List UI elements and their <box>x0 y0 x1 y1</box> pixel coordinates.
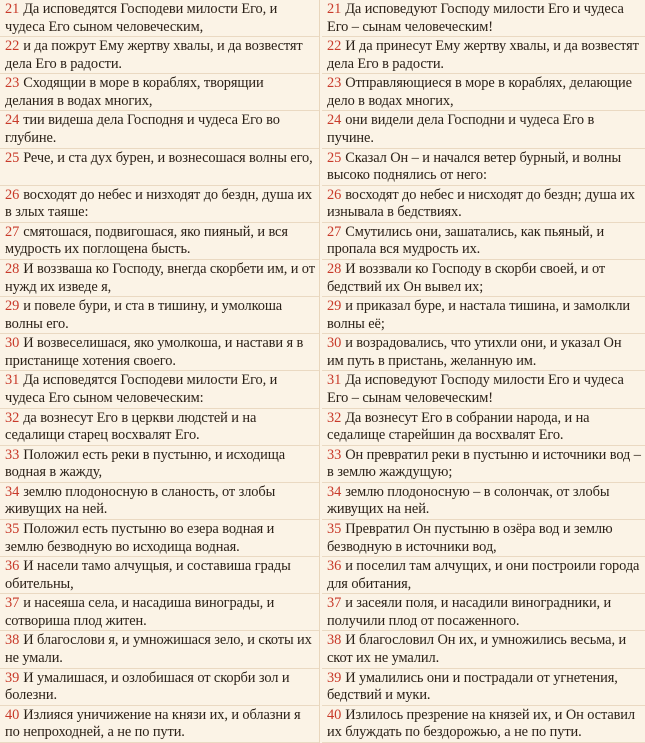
verse-row <box>0 594 319 631</box>
verse-text: Да исповедуют Господу милости Его и чудеса Его – сынам человеческим! <box>327 372 624 406</box>
verse-row <box>0 111 319 148</box>
verse-number: 31 <box>5 372 20 389</box>
verse-text: Излилось презрение на князей их, и Он оставил их блуждать по бездорожью, а не по пути. <box>327 706 635 741</box>
verse-text: И возвеселишася, яко умолкоша, и настави я в пристанище хотения своего. <box>5 335 304 369</box>
verse-row <box>322 706 645 743</box>
verse-row <box>322 149 645 186</box>
verse-row <box>322 409 645 446</box>
verse-number: 24 <box>327 112 342 129</box>
verse-number: 34 <box>327 483 342 500</box>
verse-row <box>0 37 319 74</box>
verse-text: восходят до небес и низходят до бездн, душа их в злых таяше: <box>5 186 312 221</box>
russian-column <box>322 0 645 743</box>
verse-number: 39 <box>327 669 342 686</box>
verse-text: И воззваша ко Господу, внегда скорбети им, и от нужд их изведе я, <box>5 261 315 295</box>
verse-row <box>0 260 319 297</box>
verse-number: 40 <box>5 706 20 723</box>
verse-number: 27 <box>327 223 342 240</box>
verse-text: Положил есть пустыню во езера водная и землю безводную во исходища водная. <box>5 521 275 555</box>
verse-row <box>0 557 319 594</box>
verse-number: 25 <box>327 149 342 166</box>
verse-text: и насеяша села, и насадиша винограды, и сотвориша плод житен. <box>5 595 275 629</box>
verse-row <box>0 371 319 408</box>
verse-row <box>0 483 319 520</box>
verse-text: Да исповедуют Господу милости Его и чудеса Его – сынам человеческим! <box>327 1 624 35</box>
verse-row <box>0 520 319 557</box>
verse-text: И благословил Он их, и умножились весьма, и скот их не умалил. <box>327 632 627 666</box>
verse-number: 24 <box>5 112 20 129</box>
verse-row <box>322 669 645 706</box>
verse-row <box>0 223 319 260</box>
verse-row <box>322 631 645 668</box>
verse-number: 32 <box>5 409 20 426</box>
verse-number: 23 <box>327 75 342 92</box>
verse-row <box>322 186 645 223</box>
verse-text: Сходящии в море в кораблях, творящии делания в водах многих, <box>5 75 264 109</box>
verse-text: и поселил там алчущих, и они построили города для обитания, <box>327 558 640 592</box>
verse-text: Отправляющиеся в море в кораблях, делающие дело в водах многих, <box>327 75 632 109</box>
verse-number: 33 <box>327 446 342 463</box>
verse-text: землю плодоносную – в солончак, от злобы живущих на ней. <box>327 483 610 518</box>
verse-row <box>0 446 319 483</box>
verse-text: и приказал буре, и настала тишина, и замолкли волны её; <box>327 298 630 332</box>
verse-row <box>322 260 645 297</box>
verse-text: смятошася, подвигошася, яко пияный, и вся мудрость их поглощена бысть. <box>5 223 288 258</box>
verse-number: 37 <box>327 595 342 612</box>
verse-text: Да исповедятся Господеви милости Его, и чудеса Его сыном человеческим: <box>5 372 278 406</box>
verse-row <box>322 0 645 37</box>
verse-row <box>0 149 319 186</box>
verse-text: И умалишася, и озлобишася от скорби зол и болезни. <box>5 669 290 704</box>
verse-number: 35 <box>5 521 20 538</box>
verse-row <box>322 594 645 631</box>
verse-text: Смутились они, зашатались, как пьяный, и пропала вся мудрость их. <box>327 223 605 258</box>
verse-number: 37 <box>5 595 20 612</box>
verse-text: Превратил Он пустыню в озёра вод и землю безводную в источники вод, <box>327 521 613 555</box>
verse-text: тии видеша дела Господня и чудеса Его во глубине. <box>5 112 280 146</box>
verse-row <box>322 520 645 557</box>
verse-text: Сказал Он – и начался ветер бурный, и волны высоко поднялись от него: <box>327 149 622 184</box>
verse-text: Положил есть реки в пустыню, и исходища водная в жажду, <box>5 446 285 481</box>
verse-text: Да исповедятся Господеви милости Его, и чудеса Его сыном человеческим, <box>5 1 278 35</box>
verse-number: 28 <box>5 261 20 278</box>
verse-row <box>322 111 645 148</box>
verse-row <box>322 223 645 260</box>
verse-row <box>0 409 319 446</box>
verse-row <box>0 706 319 743</box>
verse-text: Да вознесут Его в собрании народа, и на седалище старейшин да восхвалят Его. <box>327 409 590 444</box>
verse-number: 31 <box>327 372 342 389</box>
verse-text: они видели дела Господни и чудеса Его в пучине. <box>327 112 595 146</box>
verse-number: 38 <box>327 632 342 649</box>
verse-number: 40 <box>327 706 342 723</box>
verse-number: 28 <box>327 261 342 278</box>
verse-number: 35 <box>327 521 342 538</box>
verse-number: 38 <box>5 632 20 649</box>
verse-row <box>0 74 319 111</box>
verse-text: И благослови я, и умножишася зело, и скоты их не умали. <box>5 632 312 666</box>
verse-text: И насели тамо алчущыя, и составиша грады обительны, <box>5 558 291 592</box>
verse-row <box>322 557 645 594</box>
verse-number: 36 <box>5 558 20 575</box>
verse-row <box>322 37 645 74</box>
verse-text: да вознесут Его в церкви людстей и на седалищи старец восхвалят Его. <box>5 409 257 444</box>
verse-number: 27 <box>5 223 20 240</box>
verse-number: 39 <box>5 669 20 686</box>
verse-number: 23 <box>5 75 20 92</box>
verse-text: И умалились они и пострадали от угнетения, бедствий и муки. <box>327 669 618 704</box>
verse-number: 22 <box>327 38 342 55</box>
verse-text: и засеяли поля, и насадили виноградники, и получили плод от посаженного. <box>327 595 612 629</box>
verse-text: и возрадовались, что утихли они, и указал Он им путь в пристань, желанную им. <box>327 335 622 369</box>
verse-row <box>0 631 319 668</box>
verse-row <box>0 0 319 37</box>
verse-number: 33 <box>5 446 20 463</box>
verse-number: 36 <box>327 558 342 575</box>
verse-text: И воззвали ко Господу в скорби своей, и от бедствий их Он вывел их; <box>327 261 606 295</box>
verse-number: 34 <box>5 483 20 500</box>
verse-number: 21 <box>5 1 20 18</box>
verse-number: 30 <box>5 335 20 352</box>
verse-row <box>0 297 319 334</box>
verse-text: землю плодоносную в сланость, от злобы живущих на ней. <box>5 483 276 518</box>
verse-number: 21 <box>327 1 342 18</box>
verse-row <box>322 371 645 408</box>
verse-number: 26 <box>5 186 20 203</box>
verse-number: 25 <box>5 149 20 166</box>
verse-number: 32 <box>327 409 342 426</box>
verse-row <box>0 669 319 706</box>
verse-number: 29 <box>327 298 342 315</box>
verse-row <box>322 446 645 483</box>
verse-text: Он превратил реки в пустыню и источники вод – в землю жаждущую; <box>327 446 641 481</box>
verse-number: 30 <box>327 335 342 352</box>
verse-row <box>322 297 645 334</box>
verse-row <box>322 483 645 520</box>
verse-row <box>0 186 319 223</box>
verse-text: и повеле бури, и ста в тишину, и умолкоша волны его. <box>5 298 283 332</box>
verse-text: Рече, и ста дух бурен, и вознесошася волны его, <box>23 149 313 166</box>
church-slavonic-column <box>0 0 320 743</box>
verse-number: 26 <box>327 186 342 203</box>
verse-number: 22 <box>5 38 20 55</box>
verse-row <box>0 334 319 371</box>
verse-text: Излияся уничижение на князи их, и облазни я по непроходней, а не по пути. <box>5 706 301 741</box>
verse-text: и да пожрут Ему жертву хвалы, и да возвестят дела Его в радости. <box>5 38 303 72</box>
verse-text: восходят до небес и нисходят до бездн; душа их изнывала в бедствиях. <box>327 186 635 221</box>
verse-text: И да принесут Ему жертву хвалы, и да возвестят дела Его в радости. <box>327 38 639 72</box>
verse-row <box>322 334 645 371</box>
verse-number: 29 <box>5 298 20 315</box>
verse-row <box>322 74 645 111</box>
